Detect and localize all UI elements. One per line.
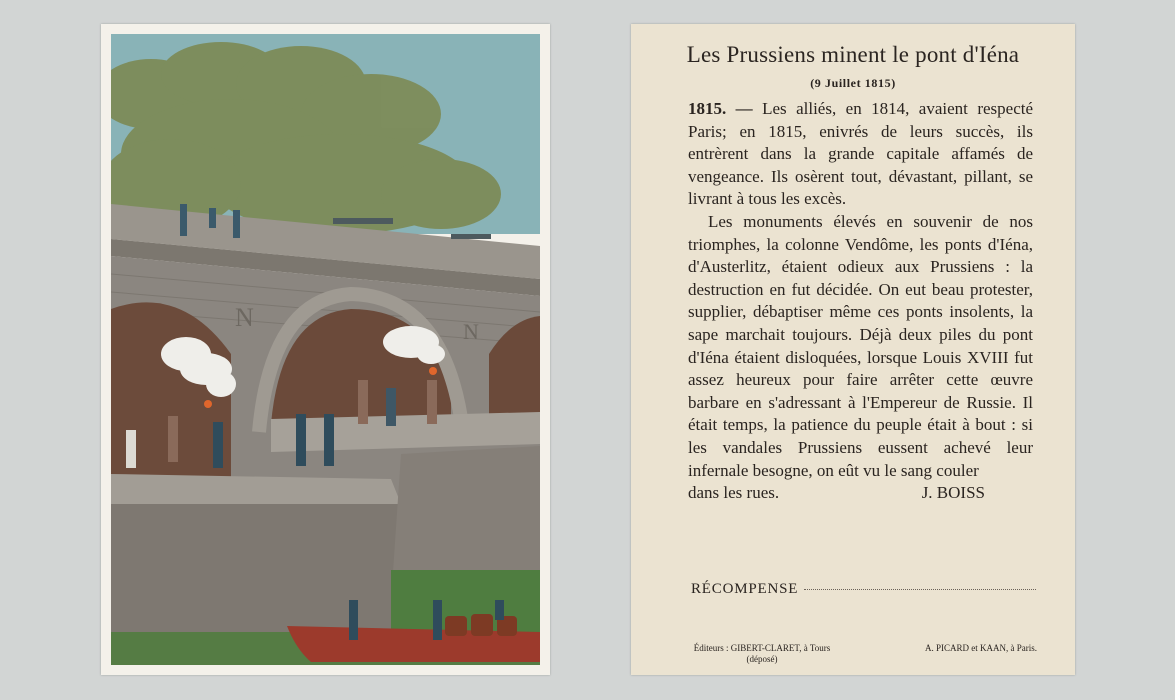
card-body [688, 98, 1033, 505]
paragraph-2-end: dans les rues. [688, 483, 780, 503]
closing-line [688, 482, 1033, 505]
reward-row [691, 581, 1036, 598]
paragraph-2-text: Les monuments élevés en souvenir de nos triomphes, la colonne Vendôme, les ponts d'Iéna, d'Austerlitz, étaient odieux aux Prussiens : la destruction en fut décidée. On eut beau protester, supplier, débaptiser même ces ponts insolents, la sape marchait toujours. Déjà deux piles du pont d'Iéna étaient disloquées, lorsque Louis XVIII fut assez heureux pour faire arrêter cette œuvre barbare en s'adressant à l'Empereur de Russie. Il était temps, la patience du peuple était à bout : si les vandales Prussiens eussent achevé leur infernale besogne, on eût vu le sang couler [688, 211, 1033, 480]
front-card [101, 24, 550, 675]
paragraph-1 [688, 98, 1033, 211]
paragraph-1-text: Les alliés, en 1814, avaient respecté Paris; en 1815, enivrés de leurs succès, ils entrèrent dans la grande capitale affamés de vengeance. Ils osèrent tout, dévastant, pillant, se livrant à tous les excès. [688, 99, 1034, 209]
card-title: Les Prussiens minent le pont d'Iéna [686, 42, 1020, 67]
right-pier [393, 446, 540, 572]
monogram-right: N [463, 319, 479, 344]
bridge-illustration [111, 34, 540, 665]
reward-label: RÉCOMPENSE [691, 581, 799, 597]
publisher-footer [677, 643, 847, 665]
signature: J. BOISS [921, 483, 985, 503]
paragraph-2 [688, 211, 1033, 482]
pier-ledge-left [111, 474, 401, 504]
lead-year: 1815. — [688, 99, 753, 118]
back-card [631, 24, 1075, 675]
printer-footer: A. PICARD et KAAN, à Paris. [925, 643, 1037, 653]
deposit-line: (déposé) [746, 654, 778, 664]
monogram-left: N [235, 303, 254, 332]
reward-dotted-line [804, 588, 1036, 590]
card-date: (9 Juillet 1815) [810, 76, 896, 90]
publisher-line: Éditeurs : GIBERT-CLARET, à Tours [693, 643, 831, 653]
